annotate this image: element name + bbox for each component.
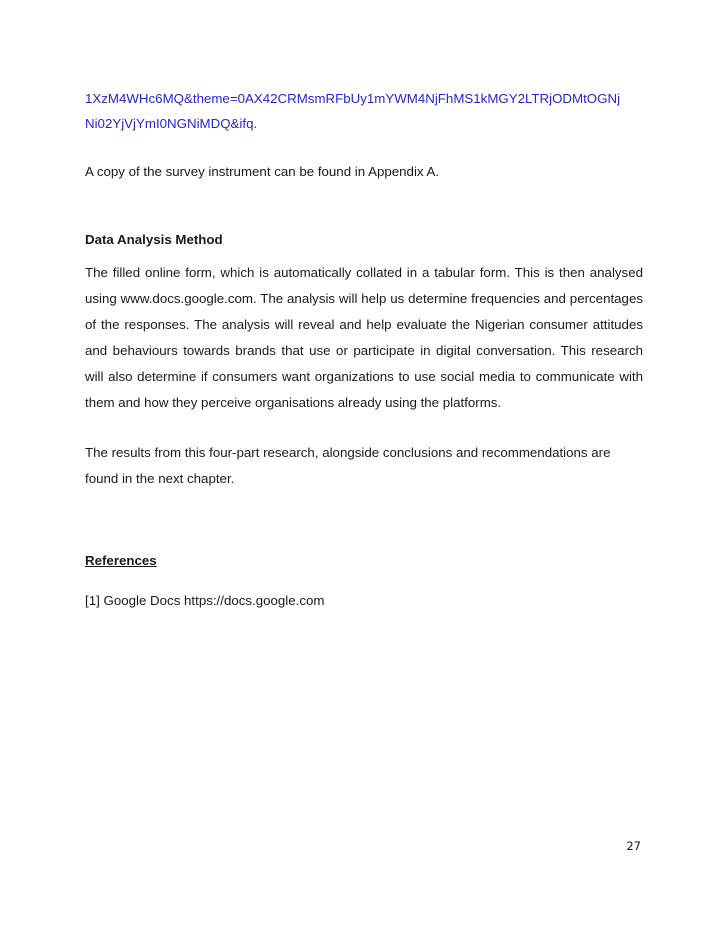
url-continuation-line-2[interactable]: Ni02YjVjYmI0NGNiMDQ&ifq. (85, 116, 258, 131)
reference-item: [1] Google Docs https://docs.google.com (85, 593, 325, 608)
url-continuation-line-1[interactable]: 1XzM4WHc6MQ&theme=0AX42CRMsmRFbUy1mYWM4NjFhMS1kMGY2LTRjODMtOGNj (85, 91, 621, 106)
data-analysis-heading: Data Analysis Method (85, 232, 223, 247)
data-analysis-paragraph: The filled online form, which is automatically collated in a tabular form. This is then analysed using www.docs.google.com. The analysis will help us determine frequencies and percentages of the responses. The analysis will reveal and help evaluate the Nigerian consumer attitudes and behaviours towards brands that use or participate in digital conversation. This research will also determine if consumers want organizations to use social media to communicate with them and how they perceive organisations already using the platforms. (85, 265, 643, 410)
references-heading: References (85, 553, 157, 568)
appendix-note: A copy of the survey instrument can be found in Appendix A. (85, 164, 440, 179)
results-note: The results from this four-part research, alongside conclusions and recommendations are found in the next chapter. (85, 445, 611, 486)
page-number: 27 (626, 839, 641, 853)
page-content (85, 86, 643, 614)
